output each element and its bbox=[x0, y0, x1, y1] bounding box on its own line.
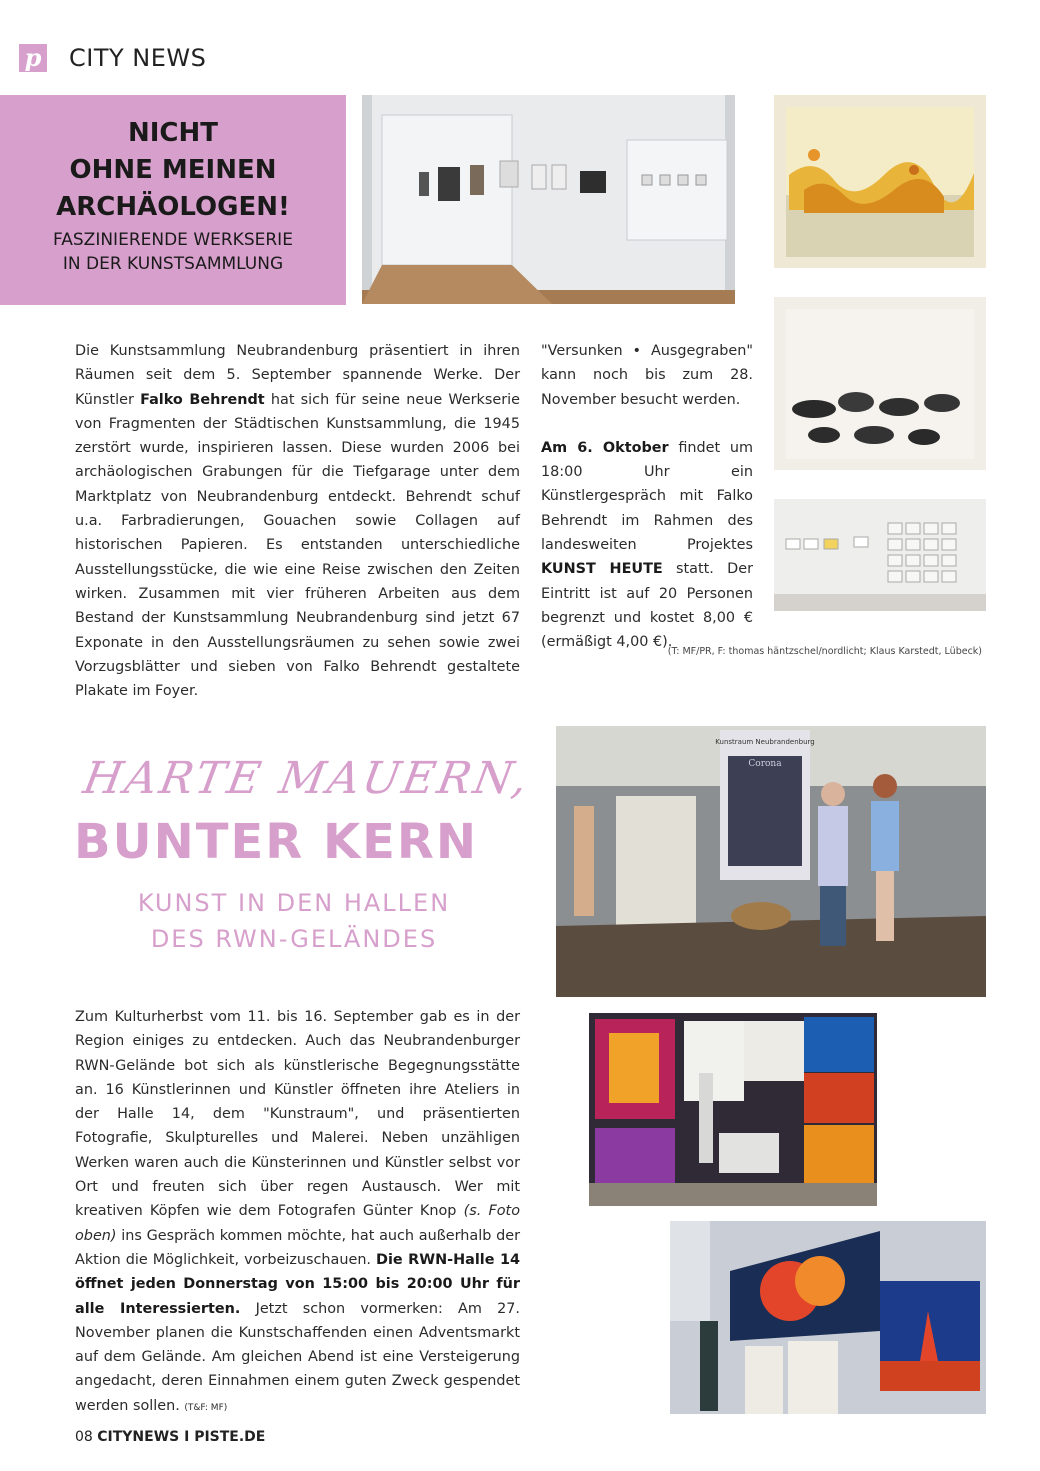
art-exhibition-photo bbox=[589, 1013, 877, 1206]
article1-title-box bbox=[0, 95, 346, 305]
artists-studio-photo bbox=[556, 726, 986, 997]
page-footer bbox=[75, 1429, 265, 1445]
article1-body-column2: "Versunken • Ausgegraben" kann noch bis zum 28. November besucht werden. Am 6. Oktober findet um 18:00 Uhr ein Künstlergespräch mit Falko Behrendt im Rahmen des landesweiten Projektes KUNST HEUTE statt. Der Eintritt ist auf 20 Personen begrenzt und kostet 8,00 € (ermäßigt 4,00 €). bbox=[541, 339, 753, 655]
flower-paintings-illustration bbox=[670, 1221, 986, 1414]
article1-headline: NICHT OHNE MEINEN ARCHÄOLOGEN! bbox=[56, 118, 290, 222]
page-number: 08 bbox=[75, 1429, 98, 1445]
article1-body-column1: Die Kunstsammlung Neubrandenburg präsentiert in ihren Räumen seit dem 5. September spannende Werke. Der Künstler Falko Behrendt hat sich für seine neue Werkserie von Fragmenten der Städtischen Kunstsammlung, die 1945 zerstört wurde, inspirieren lassen. Diese wurden 2006 bei archäologischen Grabungen für die Tiefgarage unter dem Marktplatz von Neubrandenburg entdeckt. Behrendt schuf u.a. Farbradierungen, Gouachen sowie Collagen auf historischen Papieren. Es entstanden unterschiedliche Ausstellungsstücke, die wie eine Reise zwischen den Zeiten wirken. Zusammen mit vier früheren Arbeiten aus dem Bestand der Kunstsammlung Neubrandenburg sind jetzt 67 Exponate in den Ausstellungsräumen zu sehen sowie zwei Vorzugsblätter und sieben von Falko Behrendt gestaltete Plakate im Foyer. bbox=[75, 343, 521, 700]
exhibition-room-illustration bbox=[774, 499, 986, 611]
gallery-photo bbox=[362, 95, 735, 304]
poster-title: Corona bbox=[748, 759, 782, 769]
footer-brand: CITYNEWS I PISTE.DE bbox=[97, 1429, 266, 1445]
poster-text: Kunstraum Neubrandenburg bbox=[715, 738, 815, 746]
section-title: CITY NEWS bbox=[69, 44, 207, 72]
artwork-yellow-photo bbox=[774, 95, 986, 268]
article2-bold-title: BUNTER KERN bbox=[74, 814, 479, 870]
article2-subtitle: KUNST IN DEN HALLEN DES RWN-GELÄNDES bbox=[137, 889, 451, 953]
gallery-illustration bbox=[362, 95, 735, 304]
artwork-fragments-photo bbox=[774, 297, 986, 470]
artwork-yellow-illustration bbox=[774, 95, 986, 268]
artwork-fragments-illustration bbox=[774, 297, 986, 470]
exhibition-room-photo bbox=[774, 499, 986, 611]
art-exhibition-illustration bbox=[589, 1013, 877, 1206]
magazine-logo: p bbox=[19, 44, 47, 72]
article1-subtitle: FASZINIERENDE WERKSERIE IN DER KUNSTSAMMLUNG bbox=[53, 230, 293, 274]
article2-script-title: HARTE MAUERN, bbox=[79, 753, 535, 804]
exhibition-dates: "Versunken • Ausgegraben" kann noch bis zum 28. November besucht werden. bbox=[541, 343, 753, 408]
flower-paintings-photo bbox=[670, 1221, 986, 1414]
article2-body: Zum Kulturherbst vom 11. bis 16. September gab es in der Region einiges zu entdecken. Auch das Neubrandenburger RWN-Gelände bot sich als künstlerische Begegnungsstätte an. 16 Künstlerinnen und Künstler öffneten ihre Ateliers in der Halle 14, dem "Kunstraum", und präsentierten Fotografie, Skulpturelles und Malerei. Neben unzähligen Werken waren auch die Künsterinnen und Künstler selbst vor Ort und freuten sich über regen Austausch. Wer mit kreativen Köpfen wie dem Fotografen Günter Knop (s. Foto oben) ins Gespräch kommen möchte, hat auch außerhalb der Aktion die Möglichkeit, vorbeizuschauen. Die RWN-Halle 14 öffnet jeden Donnerstag von 15:00 bis 20:00 Uhr für alle Interessierten. Jetzt schon vormerken: Am 27. November planen die Kunstschaffenden einen Adventsmarkt auf dem Gelände. Am gleichen Abend ist eine Versteigerung angedacht, deren Einnahmen einem guten Zweck gespendet werden sollen. (T&F: MF) bbox=[75, 1009, 520, 1414]
artists-studio-illustration bbox=[556, 726, 986, 997]
photo-credit: (T: MF/PR, F: thomas häntzschel/nordlicht; Klaus Karstedt, Lübeck) bbox=[667, 646, 982, 657]
